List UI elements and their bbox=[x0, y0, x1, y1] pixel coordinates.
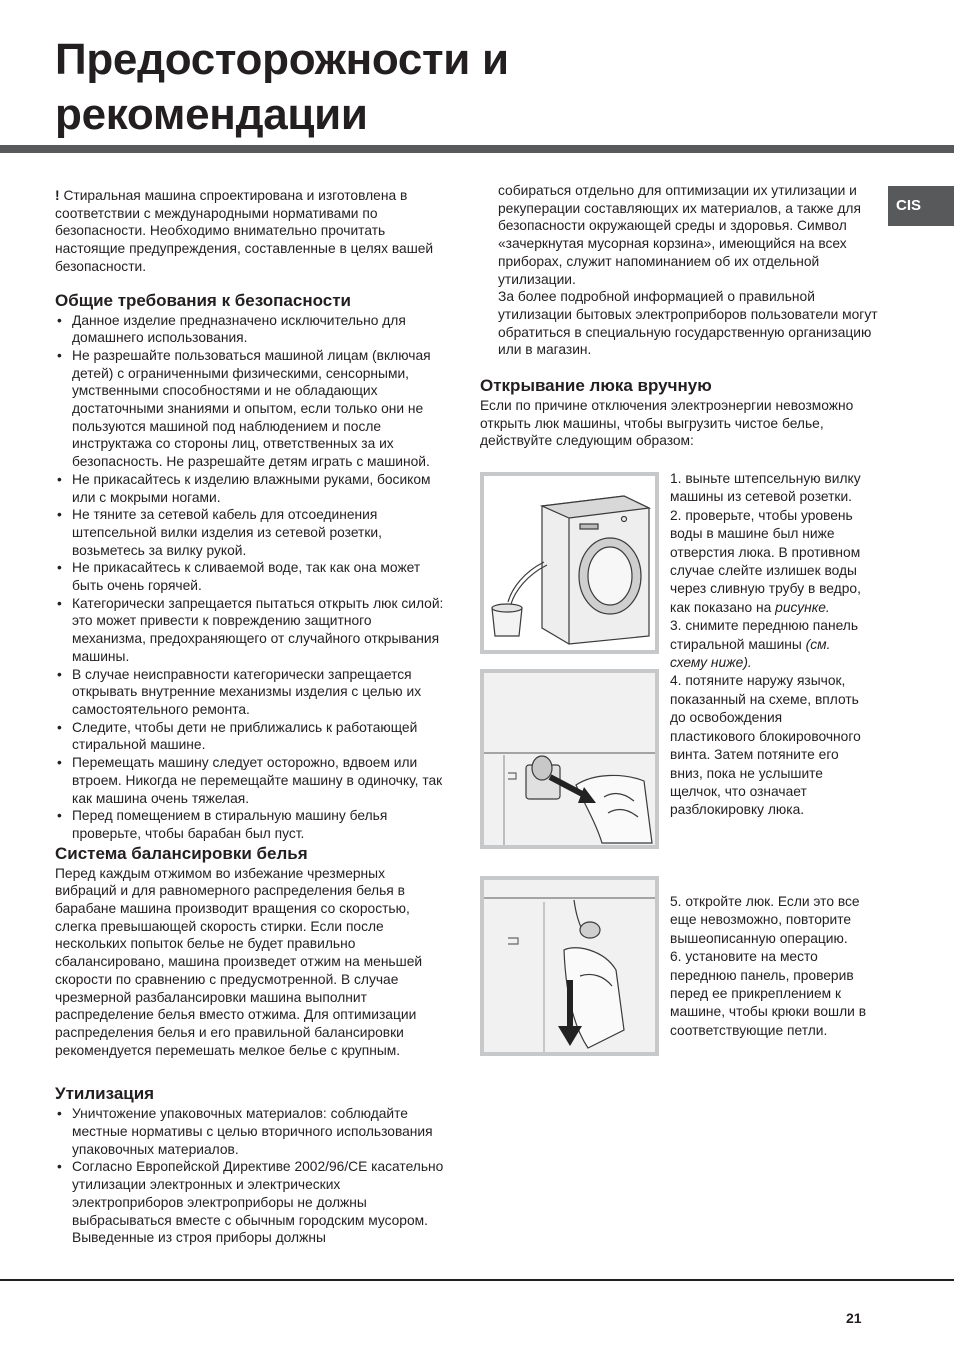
disposal-continuation: собираться отдельно для оптимизации их утилизации и рекуперации составляющих их материалов, а также для безопасности окружающей среды и здоровья. Символ «зачеркнутая мусорная корзина», имеющийся на всех приборах, служит напоминанием об их отдельной утилизации. bbox=[498, 183, 861, 287]
list-item: • Категорически запрещается пытаться открыть люк силой: это может привести к повреждению защитного механизма, предохраняющего от случайного открывания машины. bbox=[55, 595, 445, 666]
list-item: • Перемещать машину следует осторожно, вдвоем или втроем. Никогда не перемещайте машину в одиночку, так как машина очень тяжелая. bbox=[55, 754, 445, 807]
step-5: 5. откройте люк. Если это все еще невозможно, повторите вышеописанную операцию. bbox=[670, 894, 860, 946]
list-item: • Уничтожение упаковочных материалов: соблюдайте местные нормативы с целью вторичного использования упаковочных материалов. bbox=[55, 1105, 445, 1158]
list-item: • Следите, чтобы дети не приближались к работающей стиральной машине. bbox=[55, 719, 445, 754]
disposal-list bbox=[55, 1105, 445, 1247]
list-item: • Данное изделие предназначено исключительно для домашнего использования. bbox=[55, 312, 445, 347]
general-safety-list bbox=[55, 312, 445, 843]
figure-remove-panel bbox=[480, 669, 659, 849]
left-column bbox=[55, 187, 445, 1247]
washing-machine-drain-illustration bbox=[484, 476, 655, 650]
manual-door-heading: Открывание люка вручную bbox=[480, 376, 712, 396]
list-item: • Не тяните за сетевой кабель для отсоединения штепсельной вилки изделия из сетевой розетки, возьметесь за вилку рукой. bbox=[55, 506, 445, 559]
warning-mark: ! bbox=[55, 188, 60, 203]
intro-paragraph bbox=[55, 187, 445, 276]
step-3 bbox=[670, 617, 870, 672]
right-column bbox=[480, 182, 880, 450]
page-title-line1: Предосторожности и bbox=[55, 35, 509, 84]
step-2 bbox=[670, 507, 870, 617]
step-3-italic: (см. схему ниже). bbox=[670, 636, 831, 671]
list-item: • Не прикасайтесь к изделию влажными руками, босиком или с мокрыми ногами. bbox=[55, 471, 445, 506]
figure-pull-tab-down bbox=[480, 876, 659, 1056]
step-2-italic: рисунке. bbox=[775, 599, 830, 615]
list-item: • Не прикасайтесь к сливаемой воде, так как она может быть очень горячей. bbox=[55, 559, 445, 594]
disposal-more-info: За более подробной информацией о правильной утилизации бытовых электроприборов пользователи могут обратиться в специальную государственную организацию или в магазин. bbox=[498, 289, 878, 358]
general-safety-heading: Общие требования к безопасности bbox=[55, 290, 351, 310]
footer-divider bbox=[0, 1279, 954, 1281]
page-title-line2: рекомендации bbox=[55, 90, 368, 139]
page-title bbox=[55, 32, 509, 142]
step-6: 6. установите на место переднюю панель, проверив перед ее прикреплением к машине, чтобы крюки вошли в соответствующие петли. bbox=[670, 949, 867, 1038]
figure-drain-water bbox=[480, 472, 659, 654]
pull-down-illustration bbox=[484, 880, 655, 1052]
title-divider bbox=[0, 145, 954, 153]
balancing-heading: Система балансировки белья bbox=[55, 843, 308, 863]
language-tab: CIS bbox=[888, 186, 954, 226]
disposal-heading: Утилизация bbox=[55, 1084, 155, 1104]
steps-group-2 bbox=[670, 893, 870, 1040]
step-1: 1. выньте штепсельную вилку машины из сетевой розетки. bbox=[670, 471, 861, 505]
list-item: • Согласно Европейской Директиве 2002/96/CE касательно утилизации электронных и электрических электроприборов электроприборы не должны выбрасываться вместе с обычным городским мусором. Выведенные из строя приборы должны bbox=[55, 1158, 445, 1247]
page-number: 21 bbox=[846, 1310, 862, 1326]
panel-tab-illustration bbox=[484, 673, 655, 845]
step-2-text: 2. проверьте, чтобы уровень воды в машине был ниже отверстия люка. В противном случае слейте излишек воды через сливную трубу в ведро, как показано на bbox=[670, 507, 861, 615]
step-3-text: 3. снимите переднюю панель стиральной машины bbox=[670, 618, 859, 652]
list-item: • В случае неисправности категорически запрещается открывать внутренние механизмы изделия с целью их самостоятельного ремонта. bbox=[55, 666, 445, 719]
manual-door-intro: Если по причине отключения электроэнергии невозможно открыть люк машины, чтобы выгрузить чистое белье, действуйте следующим образом: bbox=[480, 398, 854, 449]
intro-text: Стиральная машина спроектирована и изготовлена в соответствии с международными нормативами по безопасности. Необходимо внимательно прочитать настоящие предупреждения, составленные в целях вашей безопасности. bbox=[55, 188, 434, 274]
steps-group-1 bbox=[670, 470, 870, 820]
step-4: 4. потяните наружу язычок, показанный на схеме, вплоть до освобождения пластикового блокировочного винта. Затем потяните его вниз, пока не услышите щелчок, что означает разблокировку люка. bbox=[670, 673, 861, 818]
list-item: • Не разрешайте пользоваться машиной лицам (включая детей) с ограниченными физическими, сенсорными, умственными способностями и не обладающих достаточными знаниями и опытом, если только они не пользуются машиной под наблюдением и после инструктажа со стороны лиц, ответственных за их безопасность. Не разрешайте детям играть с машиной. bbox=[55, 347, 445, 471]
list-item: • Перед помещением в стиральную машину белья проверьте, чтобы барабан был пуст. bbox=[55, 807, 445, 842]
balancing-text: Перед каждым отжимом во избежание чрезмерных вибраций и для равномерного распределения белья в барабане машина производит вращения со скоростью, слегка превышающей скорость стирки. Если после нескольких попыток белье не будет правильно сбалансировано, машина произведет отжим на меньшей скорости по сравнению с предусмотренной. В случае чрезмерной разбалансировки машина выполнит распределение белья вместо отжима. Для оптимизации распределения белья и его правильной балансировки рекомендуется перемешать мелкое белье с крупным. bbox=[55, 865, 423, 1058]
